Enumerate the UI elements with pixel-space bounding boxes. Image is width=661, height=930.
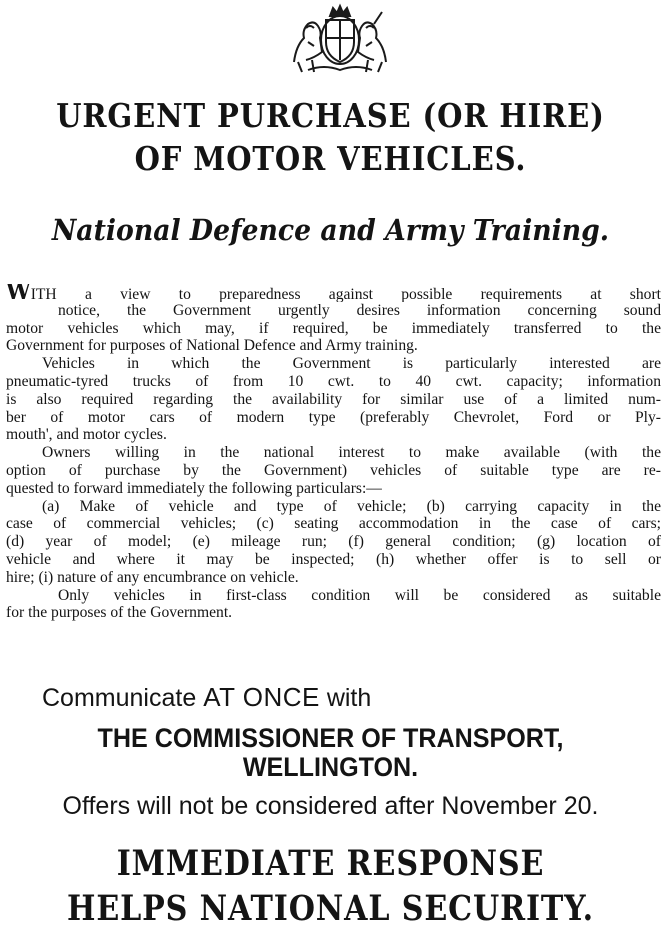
body-line [6,569,661,587]
communicate-emphasis: AT ONCE [203,682,320,712]
body-line [6,409,661,427]
body-line-text: Government for purposes of National Defence and Army training. [6,337,418,355]
notice-body [6,284,661,622]
body-line [6,373,661,391]
addressee-line-2: WELLINGTON. [242,752,419,782]
body-line [6,587,661,605]
body-line [6,355,661,373]
body-line-text: (d) year of model; (e) mileage run; (f) general condition; (g) location of [6,533,661,551]
body-line-text: ITH a view to preparedness against possible requirements at short [30,286,661,302]
body-line [6,551,661,569]
body-line-text: for the purposes of the Government. [6,604,233,622]
body-line-text: case of commercial vehicles; (c) seating accommodation in the case of cars; [6,515,661,533]
headline-line-2: OF MOTOR VEHICLES. [134,139,527,178]
body-line [6,302,661,320]
body-line [6,391,661,409]
body-line-text: mouth', and motor cycles. [6,426,167,444]
body-line [6,480,661,498]
body-line-text: vehicle and where it may be inspected; (h) whether offer is to sell or [6,550,661,568]
body-line [6,320,661,338]
body-line [6,426,661,444]
addressee-line-1: THE COMMISSIONER OF TRANSPORT, [97,723,564,753]
body-line [6,444,661,462]
deadline-notice: Offers will not be considered after November 20. [62,792,599,820]
body-line [6,515,661,533]
body-line [6,604,661,622]
subheadline: National Defence and Army Training. [51,213,610,247]
footer-slogan-line-1: IMMEDIATE RESPONSE [116,843,545,884]
body-line-text: Only vehicles in first-class condition will be considered as suitable [58,586,661,604]
body-line [6,533,661,551]
body-line-text: is also required regarding the availability for similar use of a limited num- [6,390,661,408]
communicate-prefix: Communicate [42,684,197,712]
body-line-text: Vehicles in which the Government is particularly interested are [42,355,661,373]
body-line [6,462,661,480]
royal-coat-of-arms-icon [284,2,396,76]
body-line-text: notice, the Government urgently desires information concerning sound [58,301,661,319]
body-line [6,337,661,355]
drop-cap: W [6,284,31,302]
body-line-text: Owners willing in the national interest to make available (with the [42,444,661,462]
footer-slogan-line-2: HELPS NATIONAL SECURITY. [67,888,594,929]
body-line-text: ber of motor cars of modern type (preferably Chevrolet, Ford or Ply- [6,408,661,426]
body-line [6,284,661,302]
communicate-line [42,682,371,713]
body-line-text: option of purchase by the Government) vehicles of suitable type are re- [6,461,661,479]
body-line-text: (a) Make of vehicle and type of vehicle; (b) carrying capacity in the [42,497,661,515]
body-line [6,498,661,516]
body-line-text: motor vehicles which may, if required, be immediately transferred to the [6,319,661,337]
headline-line-1: URGENT PURCHASE (OR HIRE) [56,96,605,135]
body-line-text: pneumatic-tyred trucks of from 10 cwt. to 40 cwt. capacity; information [6,372,661,390]
body-line-text: hire; (i) nature of any encumbrance on vehicle. [6,568,299,586]
communicate-suffix: with [326,684,372,712]
body-line-text: quested to forward immediately the following particulars:— [6,479,382,497]
